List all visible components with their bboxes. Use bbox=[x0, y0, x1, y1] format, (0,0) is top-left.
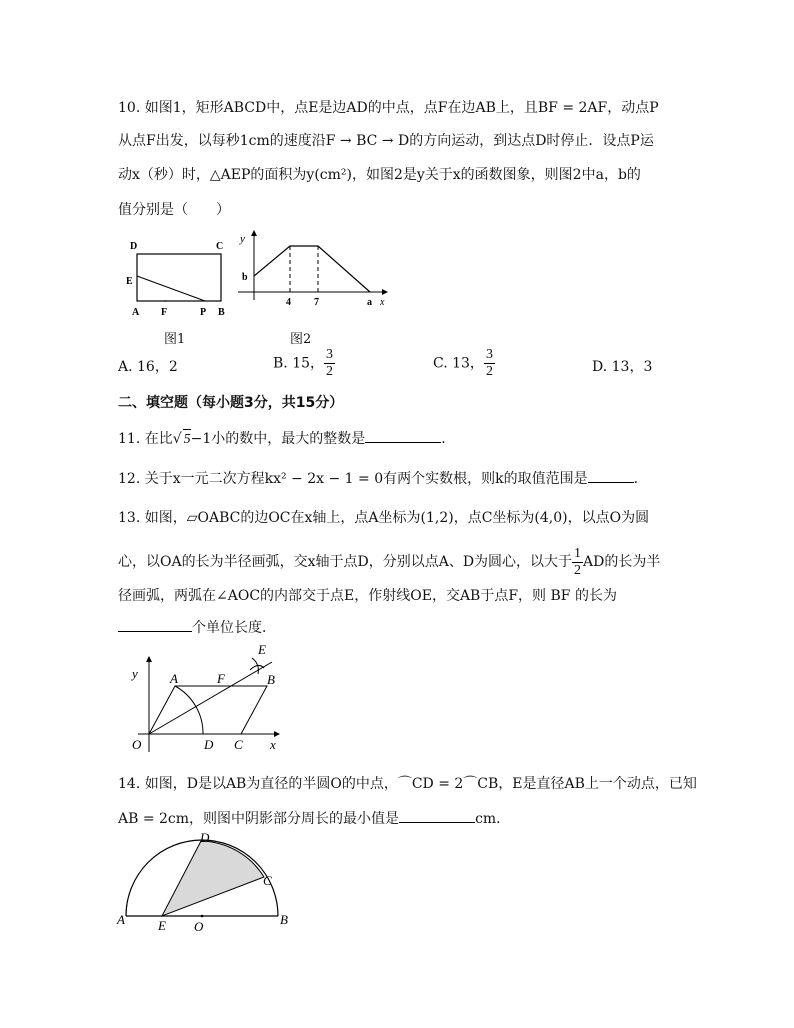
q14-figure bbox=[116, 832, 291, 932]
fig1-caption: 图1 bbox=[164, 332, 186, 347]
q14-answer-blank[interactable] bbox=[399, 808, 475, 823]
q10-line3: 动x（秒）时，△AEP的面积为y(cm²)，如图2是y关于x的函数图象，则图2中a，b的 bbox=[118, 167, 641, 183]
option-b-prefix: B. 15， bbox=[273, 355, 325, 372]
fig1-label-b: B bbox=[218, 307, 225, 318]
fig2-label-x: x bbox=[380, 297, 385, 308]
q14-label-o: O bbox=[194, 919, 204, 932]
q11-suffix: ． bbox=[441, 431, 456, 447]
q14-label-c: C bbox=[263, 873, 272, 888]
option-b-fraction bbox=[324, 347, 335, 380]
fig2-label-4: 4 bbox=[286, 297, 291, 308]
q13-label-o: O bbox=[132, 737, 142, 752]
q14-line1: 14. 如图，D是以AB为直径的半圆O的中点，⌒CD = 2⌒CB，E是直径AB上一个动点，已知 bbox=[118, 776, 697, 792]
fig1-label-f: F bbox=[161, 307, 168, 318]
q11-text: −1小的数中，最大的整数是 bbox=[190, 431, 366, 447]
option-b-num: 3 bbox=[326, 347, 334, 362]
q13-label-x: x bbox=[270, 737, 276, 752]
q10-figure1 bbox=[120, 232, 240, 332]
q10-option-a: A. 16，2 bbox=[118, 359, 178, 375]
q13-line2 bbox=[118, 544, 660, 580]
q13-half-fraction bbox=[572, 546, 583, 579]
q13-label-b: B bbox=[267, 672, 275, 687]
q14-line2-suffix: cm． bbox=[475, 811, 511, 827]
q10-line2: 从点F出发，以每秒1cm的速度沿F → BC → D的方向运动，到达点D时停止．设点P运 bbox=[118, 133, 654, 149]
q13-suffix: 个单位长度． bbox=[192, 620, 276, 636]
q13-line3: 径画弧，两弧在∠AOC的内部交于点E，作射线OE，交AB于点F，则 BF 的长为 bbox=[118, 588, 617, 604]
q14-label-b: B bbox=[280, 912, 288, 927]
q13-line2-b: AD的长为半 bbox=[583, 554, 661, 570]
q14-line2 bbox=[118, 808, 510, 829]
q13-label-f: F bbox=[217, 671, 225, 686]
section2-title: 二、填空题（每小题3分，共15分） bbox=[118, 395, 344, 411]
fig1-label-a: A bbox=[132, 307, 140, 318]
q14-line2-prefix: AB = 2cm，则图中阴影部分周长的最小值是 bbox=[118, 811, 400, 827]
option-c-prefix: C. 13， bbox=[433, 355, 484, 372]
q13-line1: 13. 如图，▱OABC的边OC在x轴上，点A坐标为(1,2)，点C坐标为(4,0)，以点O为圆 bbox=[118, 510, 650, 526]
q11-line: 11. 在比√ 5−1小的数中，最大的整数是 ． bbox=[118, 428, 455, 450]
fig1-label-p: P bbox=[200, 307, 207, 318]
fig1-label-e: E bbox=[126, 276, 133, 287]
q11-prefix: 11. 在比 bbox=[118, 431, 173, 447]
q13-figure bbox=[124, 642, 294, 757]
fig2-label-7: 7 bbox=[314, 297, 319, 308]
option-b-den: 2 bbox=[326, 364, 334, 379]
q13-label-d: D bbox=[204, 737, 214, 752]
q12-suffix: ． bbox=[633, 471, 648, 487]
q10-figure2 bbox=[234, 228, 394, 328]
q10-option-d: D. 13，3 bbox=[592, 359, 653, 375]
q13-label-e: E bbox=[258, 642, 266, 657]
option-c-den: 2 bbox=[485, 364, 493, 379]
fig1-label-d: D bbox=[130, 241, 138, 252]
q13-label-y: y bbox=[132, 666, 138, 681]
q12-text: 12. 关于x一元二次方程kx² − 2x − 1 = 0有两个实数根，则k的取值范围是 bbox=[118, 471, 588, 487]
q14-label-a: A bbox=[117, 912, 125, 927]
q10-line4: 值分别是（ ） bbox=[118, 202, 230, 218]
fig2-label-a: a bbox=[367, 297, 372, 308]
q10-option-b bbox=[273, 347, 335, 380]
q13-line2-a: 心，以OA的长为半径画弧，交x轴于点D，分别以点A、D为圆心，以大于 bbox=[118, 554, 573, 570]
fig1-label-c: C bbox=[216, 241, 224, 252]
q13-frac-den: 2 bbox=[574, 562, 582, 578]
q13-label-a: A bbox=[170, 671, 178, 686]
q11-radicand: 5 bbox=[183, 429, 191, 450]
q13-line4 bbox=[118, 617, 276, 638]
q10-option-c bbox=[433, 347, 495, 380]
fig2-label-b: b bbox=[242, 272, 248, 283]
q13-label-c: C bbox=[234, 737, 243, 752]
q13-answer-blank[interactable] bbox=[118, 617, 192, 632]
q14-label-e: E bbox=[158, 918, 166, 932]
q12-line bbox=[118, 468, 648, 489]
q10-line1: 10. 如图1，矩形ABCD中，点E是边AD的中点，点F在边AB上，且BF = 2AF，动点P bbox=[118, 100, 659, 116]
option-c-fraction bbox=[484, 347, 495, 380]
option-c-num: 3 bbox=[485, 347, 493, 362]
q14-label-d: D bbox=[200, 832, 210, 845]
q12-answer-blank[interactable] bbox=[588, 468, 634, 483]
fig2-caption: 图2 bbox=[290, 332, 312, 347]
fig2-label-y: y bbox=[240, 233, 245, 245]
q13-frac-num: 1 bbox=[574, 545, 582, 561]
q11-answer-blank[interactable] bbox=[365, 428, 441, 443]
